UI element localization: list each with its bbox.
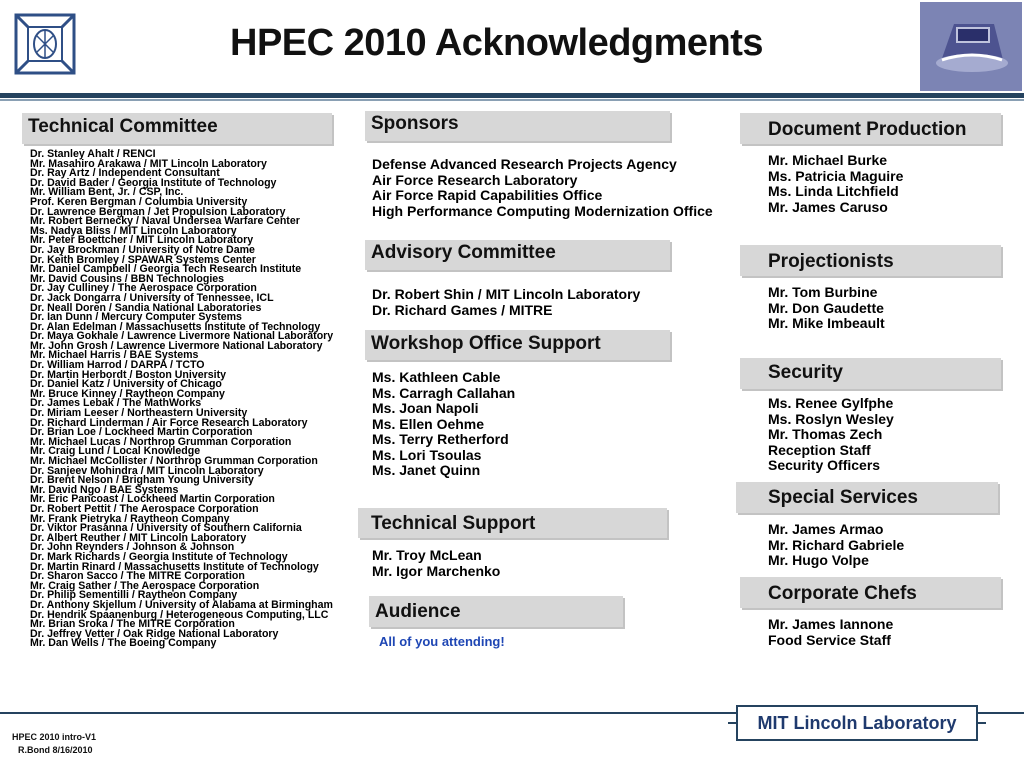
committee-member: Dr. Lawrence Bergman / Jet Propulsion Laboratory xyxy=(30,205,286,218)
technical-support-list xyxy=(372,548,500,579)
security-list xyxy=(768,396,894,474)
mitll-tick-left xyxy=(728,722,736,724)
technical-support-header: Technical Support xyxy=(358,508,667,538)
document-production-staff: Ms. Patricia Maguire xyxy=(768,167,904,184)
committee-member: Dr. Brent Nelson / Brigham Young University xyxy=(30,474,254,487)
header-rule xyxy=(0,93,1024,98)
committee-member: Ms. Nadya Bliss / MIT Lincoln Laboratory xyxy=(30,224,237,237)
committee-member: Dr. James Lebak / The MathWorks xyxy=(30,397,202,410)
committee-member: Mr. Bruce Kinney / Raytheon Company xyxy=(30,387,225,400)
sponsor-item: High Performance Computing Modernization Office xyxy=(372,202,713,219)
committee-member: Dr. Maya Gokhale / Lawrence Livermore National Laboratory xyxy=(30,330,334,343)
technical-committee-list xyxy=(30,150,336,649)
committee-member: Dr. Jay Culliney / The Aerospace Corporation xyxy=(30,282,257,295)
advisory-member: Dr. Robert Shin / MIT Lincoln Laboratory xyxy=(372,286,641,302)
committee-member: Dr. Jeffrey Vetter / Oak Ridge National Laboratory xyxy=(30,627,279,640)
header-rule-light xyxy=(0,99,1024,101)
workshop-staff: Ms. Lori Tsoulas xyxy=(372,446,482,463)
document-production-staff: Ms. Linda Litchfield xyxy=(768,183,899,199)
projectionists-list xyxy=(768,285,885,332)
corporate-chefs-list xyxy=(768,617,893,648)
committee-member: Dr. Hendrik Spaanenburg / Heterogeneous Computing, LLC xyxy=(30,608,329,621)
committee-member: Mr. Masahiro Arakawa / MIT Lincoln Laboratory xyxy=(30,157,267,170)
committee-member: Dr. Viktor Prasanna / University of Southern California xyxy=(30,522,302,535)
committee-member: Dr. Neall Doren / Sandia National Laboratories xyxy=(30,301,262,314)
sponsor-item: Defense Advanced Research Projects Agency xyxy=(372,156,677,172)
projectionists-header: Projectionists xyxy=(740,245,1001,276)
committee-member: Mr. Michael Lucas / Northrop Grumman Corporation xyxy=(30,435,292,448)
sponsor-item: Air Force Research Laboratory xyxy=(372,171,578,188)
chef-staff: Food Service Staff xyxy=(768,631,891,648)
document-production-list xyxy=(768,153,903,215)
committee-member: Dr. Miriam Leeser / Northeastern University xyxy=(30,407,248,420)
workshop-office-support-list xyxy=(372,370,515,479)
committee-member: Dr. Robert Pettit / The Aerospace Corporation xyxy=(30,502,259,515)
committee-member: Dr. Philip Sementilli / Raytheon Company xyxy=(30,589,238,602)
committee-member: Dr. Jack Dongarra / University of Tennessee, ICL xyxy=(30,291,274,304)
corporate-chefs-header: Corporate Chefs xyxy=(740,577,1001,608)
workshop-staff: Ms. Ellen Oehme xyxy=(372,415,485,432)
committee-member: Mr. Frank Pietryka / Raytheon Company xyxy=(30,512,230,525)
committee-member: Dr. Sanjeev Mohindra / MIT Lincoln Laboratory xyxy=(30,464,264,477)
security-staff: Reception Staff xyxy=(768,441,871,458)
page-title: HPEC 2010 Acknowledgments xyxy=(230,22,764,64)
committee-member: Mr. Michael Harris / BAE Systems xyxy=(30,349,199,362)
workshop-staff: Ms. Terry Retherford xyxy=(372,431,509,447)
committee-member: Mr. David Ngo / BAE Systems xyxy=(30,483,179,496)
footer-line-2: R.Bond 8/16/2010 xyxy=(18,745,93,755)
committee-member: Mr. Daniel Campbell / Georgia Tech Research Institute xyxy=(30,263,302,276)
committee-member: Dr. John Reynders / Johnson & Johnson xyxy=(30,541,235,554)
workshop-staff: Ms. Kathleen Cable xyxy=(372,369,501,385)
mit-lincoln-laboratory-label: MIT Lincoln Laboratory xyxy=(736,705,978,741)
committee-member: Mr. Michael McCollister / Northrop Grumman Corporation xyxy=(30,455,318,467)
technical-committee-header: Technical Committee xyxy=(22,113,332,144)
committee-member: Dr. Ray Artz / Independent Consultant xyxy=(30,167,220,180)
committee-member: Dr. Daniel Katz / University of Chicago xyxy=(30,378,222,391)
advisory-member: Dr. Richard Games / MITRE xyxy=(372,301,553,318)
committee-member: Mr. Eric Pancoast / Lockheed Martin Corporation xyxy=(30,493,275,506)
committee-member: Dr. Martin Herbordt / Boston University xyxy=(30,368,227,381)
committee-member: Dr. Jay Brockman / University of Notre Dame xyxy=(30,243,255,256)
tech-support-staff: Mr. Igor Marchenko xyxy=(372,562,501,579)
committee-member: Mr. Peter Boettcher / MIT Lincoln Laboratory xyxy=(30,234,254,247)
security-staff: Mr. Thomas Zech xyxy=(768,426,883,442)
security-header: Security xyxy=(740,358,1001,389)
committee-member: Prof. Keren Bergman / Columbia University xyxy=(30,195,248,208)
committee-member: Mr. John Grosh / Lawrence Livermore National Laboratory xyxy=(30,339,323,352)
mit-ll-logo xyxy=(14,13,76,75)
advisory-committee-header: Advisory Committee xyxy=(365,240,670,270)
special-services-staff: Mr. James Armao xyxy=(768,521,884,537)
sponsor-item: Air Force Rapid Capabilities Office xyxy=(372,187,603,203)
document-production-staff: Mr. Michael Burke xyxy=(768,152,888,168)
committee-member: Mr. Robert Bernecky / Naval Undersea Warfare Center xyxy=(30,215,300,228)
audience-header: Audience xyxy=(369,596,623,627)
projectionist: Mr. Mike Imbeault xyxy=(768,315,885,331)
committee-member: Mr. Craig Sather / The Aerospace Corporation xyxy=(30,579,260,592)
committee-member: Dr. Keith Bromley / SPAWAR Systems Center xyxy=(30,253,256,266)
footer-line-1: HPEC 2010 intro-V1 xyxy=(12,732,97,742)
special-services-staff: Mr. Hugo Volpe xyxy=(768,552,869,568)
tech-support-staff: Mr. Troy McLean xyxy=(372,547,482,563)
document-production-header: Document Production xyxy=(740,113,1001,144)
special-services-staff: Mr. Richard Gabriele xyxy=(768,536,905,553)
sponsors-header: Sponsors xyxy=(365,111,670,141)
projectionist: Mr. Tom Burbine xyxy=(768,284,878,300)
committee-member: Dr. Albert Reuther / MIT Lincoln Laboratory xyxy=(30,531,247,544)
mitll-tick-right xyxy=(978,722,986,724)
sponsors-list xyxy=(372,157,713,219)
audience-text: All of you attending! xyxy=(379,634,505,649)
security-staff: Security Officers xyxy=(768,457,881,473)
workshop-staff: Ms. Janet Quinn xyxy=(372,462,481,478)
hpec-2010-logo xyxy=(920,2,1022,91)
advisory-committee-list xyxy=(372,287,640,318)
special-services-header: Special Services xyxy=(736,482,998,513)
committee-member: Mr. William Bent, Jr. / CSP, Inc. xyxy=(30,186,184,199)
workshop-staff: Ms. Carragh Callahan xyxy=(372,384,516,401)
document-production-staff: Mr. James Caruso xyxy=(768,198,888,215)
committee-member: Mr. Dan Wells / The Boeing Company xyxy=(30,637,217,650)
committee-member: Mr. David Cousins / BBN Technologies xyxy=(30,272,225,285)
committee-member: Dr. Mark Richards / Georgia Institute of Technology xyxy=(30,550,288,563)
workshop-staff: Ms. Joan Napoli xyxy=(372,400,479,416)
committee-member: Dr. David Bader / Georgia Institute of Technology xyxy=(30,176,277,189)
committee-member: Dr. Stanley Ahalt / RENCI xyxy=(30,148,156,160)
chef-staff: Mr. James Iannone xyxy=(768,616,894,632)
committee-member: Dr. William Harrod / DARPA / TCTO xyxy=(30,359,205,372)
projectionist: Mr. Don Gaudette xyxy=(768,299,884,316)
committee-member: Dr. Anthony Skjellum / University of Alabama at Birmingham xyxy=(30,598,333,611)
committee-member: Dr. Brian Loe / Lockheed Martin Corporation xyxy=(30,426,253,439)
security-staff: Ms. Roslyn Wesley xyxy=(768,410,894,427)
committee-member: Mr. Brian Sroka / The MITRE Corporation xyxy=(30,618,235,631)
committee-member: Dr. Richard Linderman / Air Force Research Laboratory xyxy=(30,416,308,429)
committee-member: Dr. Alan Edelman / Massachusetts Institute of Technology xyxy=(30,320,321,333)
special-services-list xyxy=(768,522,904,569)
committee-member: Dr. Martin Rinard / Massachusetts Institute of Technology xyxy=(30,560,319,573)
committee-member: Dr. Ian Dunn / Mercury Computer Systems xyxy=(30,311,242,324)
security-staff: Ms. Renee Gylfphe xyxy=(768,395,894,411)
committee-member: Dr. Sharon Sacco / The MITRE Corporation xyxy=(30,570,245,583)
committee-member: Mr. Craig Lund / Local Knowledge xyxy=(30,445,201,458)
workshop-office-support-header: Workshop Office Support xyxy=(365,330,670,360)
